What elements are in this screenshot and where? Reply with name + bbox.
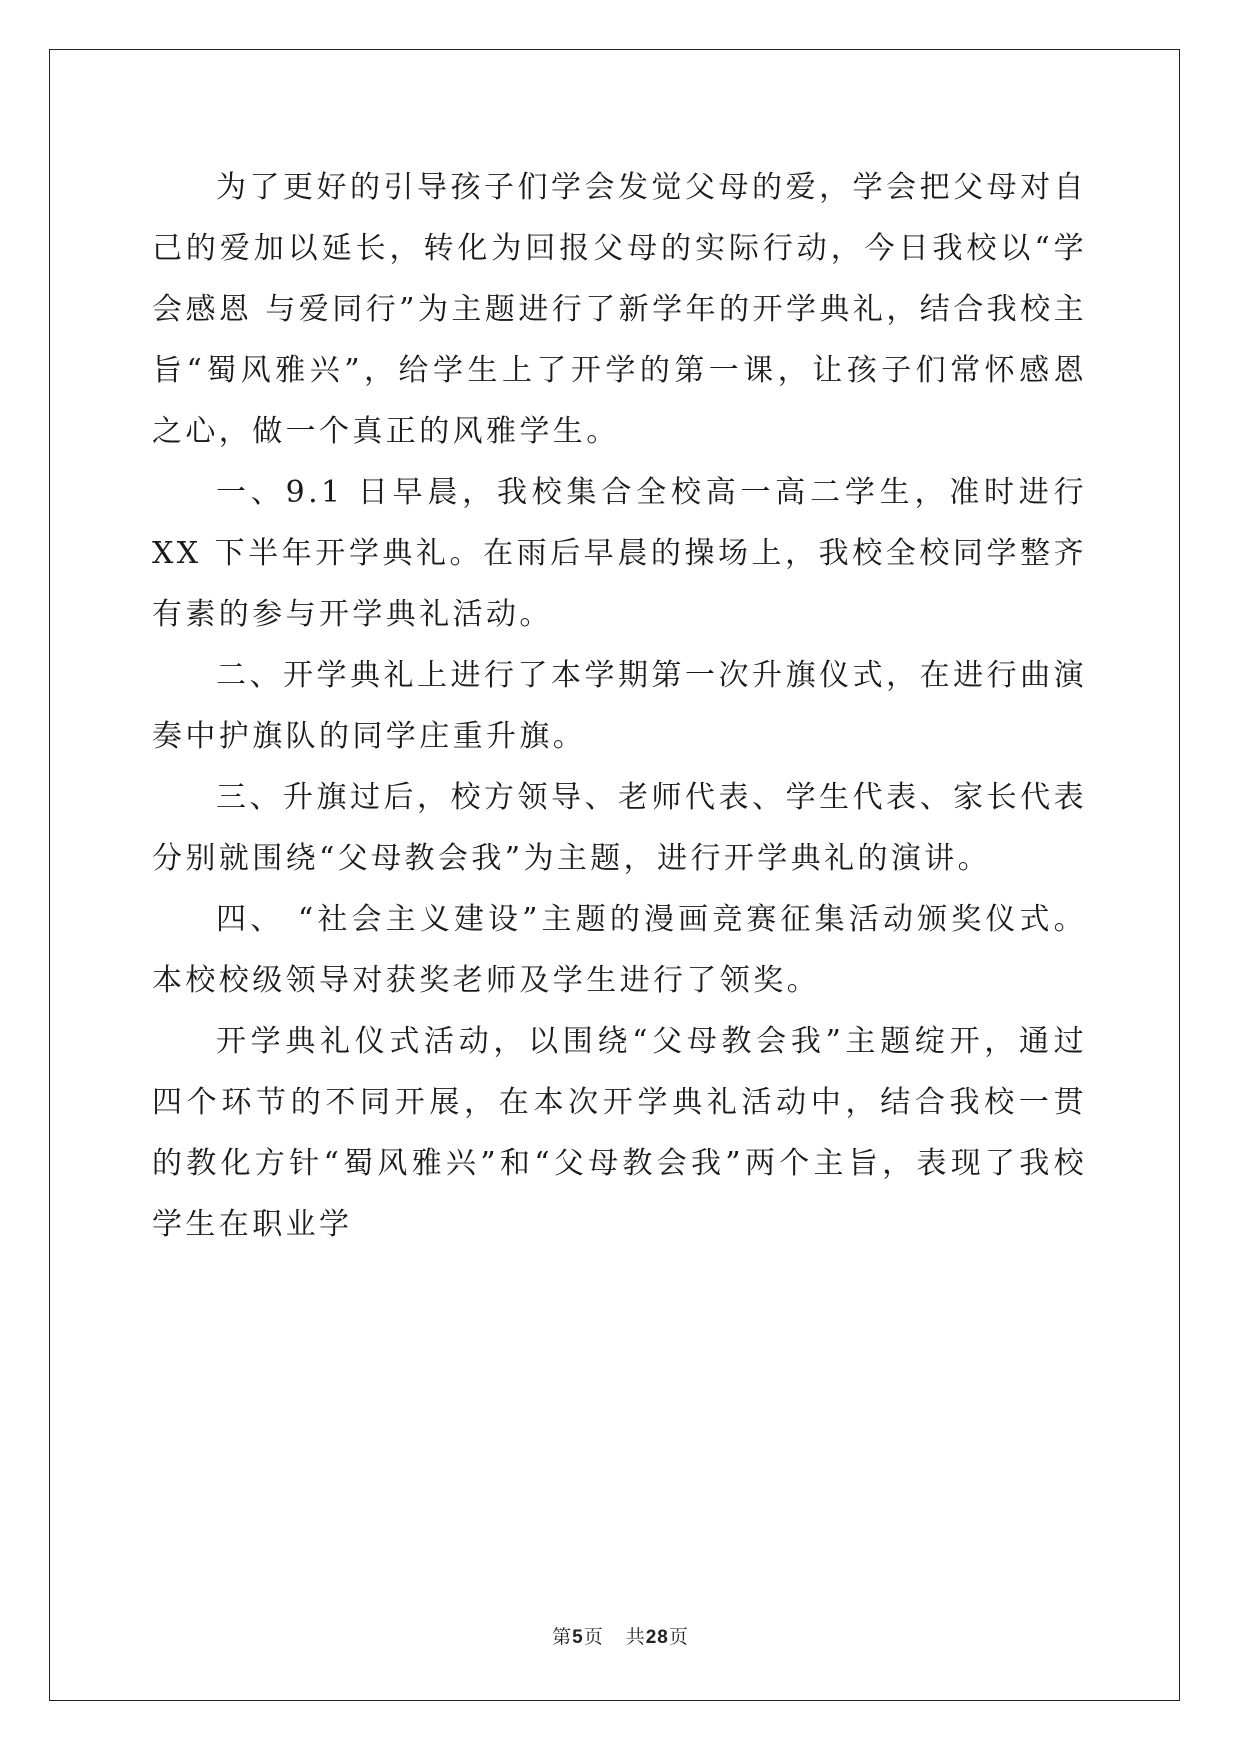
document-body (152, 157, 1087, 1255)
footer-page-suffix: 页 (583, 1627, 604, 1648)
footer-total-pages: 28 (645, 1627, 669, 1648)
paragraph-item-2: 二、开学典礼上进行了本学期第一次升旗仪式，在进行曲演奏中护旗队的同学庄重升旗。 (152, 658, 1087, 754)
footer-page-prefix: 第 (552, 1627, 573, 1648)
footer-total-prefix: 共 (625, 1627, 646, 1648)
page-footer (0, 1622, 1241, 1649)
paragraph-item-3: 三、升旗过后，校方领导、老师代表、学生代表、家长代表分别就围绕“父母教会我”为主题，进行开学典礼的演讲。 (152, 780, 1087, 876)
paragraph-item-1: 一、9.1 日早晨，我校集合全校高一高二学生，准时进行 XX 下半年开学典礼。在雨后早晨的操场上，我校全校同学整齐有素的参与开学典礼活动。 (152, 475, 1087, 632)
paragraph-summary: 开学典礼仪式活动，以围绕“父母教会我”主题绽开，通过四个环节的不同开展，在本次开学典礼活动中，结合我校一贯的教化方针“蜀风雅兴”和“父母教会我”两个主旨，表现了我校学生在职业学 (152, 1024, 1087, 1242)
footer-total-suffix: 页 (668, 1627, 689, 1648)
paragraph-item-4: 四、 “社会主义建设”主题的漫画竞赛征集活动颁奖仪式。本校校级领导对获奖老师及学生进行了领奖。 (152, 902, 1087, 998)
paragraph-intro: 为了更好的引导孩子们学会发觉父母的爱，学会把父母对自己的爱加以延长，转化为回报父母的实际行动，今日我校以“学会感恩 与爱同行”为主题进行了新学年的开学典礼，结合我校主旨“蜀风雅兴”，给学生上了开学的第一课，让孩子们常怀感恩之心，做一个真正的风雅学生。 (152, 170, 1087, 449)
footer-page-number: 5 (572, 1627, 584, 1648)
